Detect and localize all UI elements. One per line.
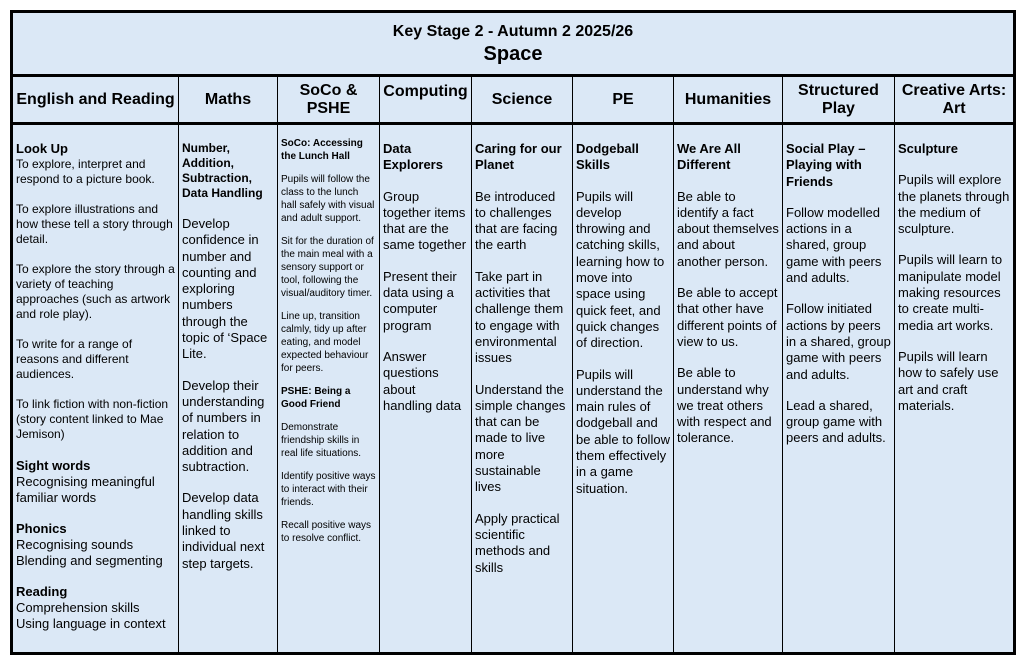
computing-objective: Answer questions about handling data: [383, 348, 462, 413]
maths-objective: Develop data handling skills linked to individual next step targets.: [182, 490, 265, 571]
pe-column: [573, 125, 674, 655]
header-science: Science: [472, 77, 573, 122]
phonics-text: Recognising sounds: [16, 537, 134, 552]
play-objective: Follow modelled actions in a shared, group game with peers and adults.: [786, 204, 882, 286]
computing-column: [380, 125, 472, 655]
pe-heading: Dodgeball Skills: [576, 141, 639, 173]
english-objective: To explore, interpret and respond to a picture book.: [16, 157, 155, 186]
art-heading: Sculpture: [898, 141, 958, 156]
computing-heading: Data Explorers: [383, 141, 443, 173]
art-objective: Pupils will learn to manipulate model making resources to create multi-media art works.: [898, 252, 1003, 333]
humanities-heading: We Are All Different: [677, 141, 741, 173]
sight-words-heading: Sight words: [16, 458, 91, 473]
english-objective: To explore illustrations and how these tell a story through detail.: [16, 202, 173, 246]
science-heading: Caring for our Planet: [475, 141, 562, 173]
look-up-heading: Look Up: [16, 141, 68, 156]
header-pe: PE: [573, 77, 674, 122]
art-objective: Pupils will learn how to safely use art and craft materials.: [898, 348, 999, 413]
reading-text: Using language in context: [16, 616, 166, 631]
science-objective: Apply practical scientific methods and skills: [475, 510, 560, 575]
pshe-heading: PSHE: Being a Good Friend: [281, 386, 351, 410]
title-banner: [13, 13, 1013, 77]
science-column: [472, 125, 573, 655]
soco-objective: Pupils will follow the class to the lunch hall safely with visual and adult support.: [281, 174, 375, 224]
computing-objective: Group together items that are the same together: [383, 188, 467, 253]
english-objective: To write for a range of reasons and different audiences.: [16, 337, 133, 381]
topic-title: Space: [483, 43, 543, 65]
humanities-column: [674, 125, 783, 655]
maths-objective: Develop confidence in number and counting and exploring numbers through the topic of ‘Space Lite.: [182, 216, 268, 362]
reading-text: Comprehension skills: [16, 600, 140, 615]
play-objective: Follow initiated actions by peers in a shared, group game with peers and adults.: [786, 301, 891, 382]
structured-play-column: [783, 125, 895, 655]
play-heading: Social Play – Playing with Friends: [786, 141, 866, 189]
soco-objective: Line up, transition calmly, tidy up after eating, and model expected behaviour for peers.: [281, 311, 369, 374]
soco-heading: SoCo: Accessing the Lunch Hall: [281, 138, 363, 162]
maths-heading: Number, Addition, Subtraction, Data Handling: [182, 141, 263, 200]
science-objective: Understand the simple changes that can be made to live more sustainable lives: [475, 381, 566, 495]
header-humanities: Humanities: [674, 77, 783, 122]
header-maths: Maths: [179, 77, 278, 122]
humanities-objective: Be able to accept that other have different points of view to us.: [677, 285, 778, 349]
page-title: Key Stage 2 - Autumn 2 2025/26: [392, 23, 634, 40]
play-objective: Lead a shared, group game with peers and adults.: [786, 397, 886, 446]
pe-objective: Pupils will understand the main rules of dodgeball and be able to follow them effectively in a game situation.: [576, 366, 670, 496]
soco-objective: Sit for the duration of the main meal with a sensory support or tool, following the visual/auditory timer.: [281, 236, 374, 299]
header-computing: Computing: [380, 77, 472, 122]
art-objective: Pupils will explore the planets through the medium of sculpture.: [898, 172, 1010, 237]
header-english: English and Reading: [13, 77, 179, 122]
subject-header-row: [13, 77, 1013, 125]
reading-heading: Reading: [16, 584, 68, 599]
pshe-objective: Identify positive ways to interact with their friends.: [281, 471, 376, 508]
phonics-heading: Phonics: [16, 521, 67, 536]
pe-objective: Pupils will develop throwing and catching skills, learning how to move into space using quick feet, and quick changes of direction.: [576, 188, 665, 351]
curriculum-table: [10, 10, 1016, 655]
computing-objective: Present their data using a computer program: [383, 268, 457, 333]
creative-arts-column: [895, 125, 1013, 655]
humanities-objective: Be able to understand why we treat others with respect and tolerance.: [677, 365, 772, 446]
header-structured-play: Structured Play: [783, 77, 895, 122]
pshe-objective: Demonstrate friendship skills in real life situations.: [281, 422, 362, 459]
maths-column: [179, 125, 278, 655]
pshe-objective: Recall positive ways to resolve conflict.: [281, 520, 372, 544]
humanities-objective: Be able to identify a fact about themselves and about another person.: [677, 188, 779, 269]
phonics-text: Blending and segmenting: [16, 553, 163, 568]
english-objective: To explore the story through a variety of teaching approaches (such as artwork and role play).: [16, 262, 175, 321]
science-objective: Be introduced to challenges that are facing the earth: [475, 188, 558, 253]
header-creative-arts: Creative Arts: Art: [901, 81, 1007, 117]
science-objective: Take part in activities that challenge them to engage with environmental issues: [475, 268, 564, 366]
maths-objective: Develop their understanding of numbers in relation to addition and subtraction.: [182, 377, 265, 475]
english-column: [13, 125, 179, 655]
subject-content-row: [13, 125, 1013, 655]
header-soco-pshe: SoCo & PSHE: [278, 77, 380, 122]
sight-words-text: Recognising meaningful familiar words: [16, 474, 155, 505]
english-objective: To link fiction with non-fiction (story content linked to Mae Jemison): [16, 397, 169, 441]
soco-pshe-column: [278, 125, 380, 655]
